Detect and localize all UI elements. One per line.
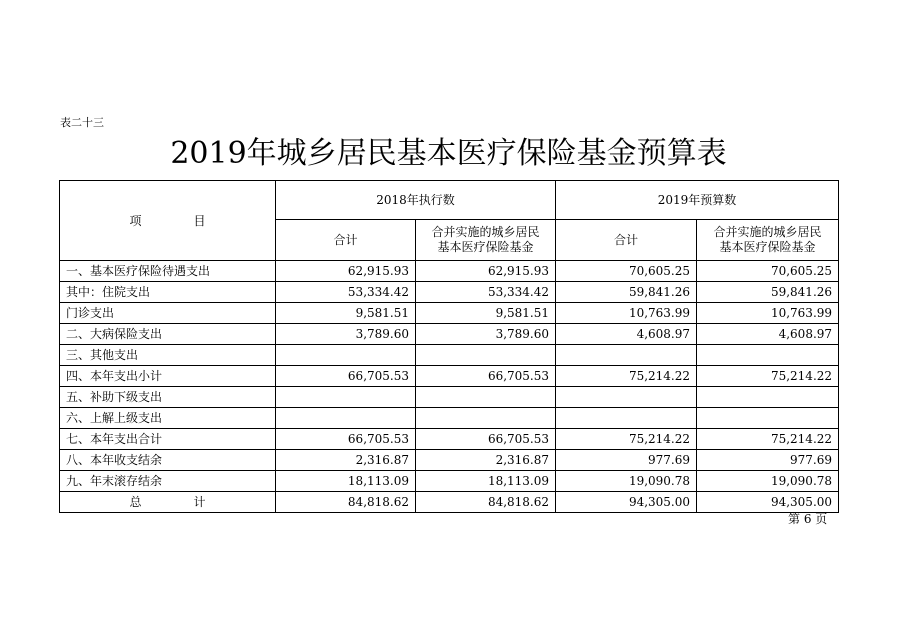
cell-2018-total <box>276 387 416 408</box>
table-row <box>60 303 839 324</box>
row-label: 五、补助下级支出 <box>60 387 276 408</box>
group-header-2019: 2019年预算数 <box>556 181 839 220</box>
row-label: 其中：住院支出 <box>60 282 276 303</box>
cell-2018-total: 66,705.53 <box>276 429 416 450</box>
col-header-2018-total: 合计 <box>276 220 416 261</box>
item-column-header <box>60 181 276 261</box>
row-label: 七、本年支出合计 <box>60 429 276 450</box>
cell-2019-total: 4,608.97 <box>556 324 697 345</box>
col-header-2019-total: 合计 <box>556 220 697 261</box>
col-header-2019-merged <box>697 220 839 261</box>
cell-2018-merged <box>416 408 556 429</box>
cell-2018-total: 53,334.42 <box>276 282 416 303</box>
total-row <box>60 492 839 513</box>
table-row <box>60 324 839 345</box>
cell-2018-merged <box>416 387 556 408</box>
cell-2018-total: 3,789.60 <box>276 324 416 345</box>
cell-2018-merged: 18,113.09 <box>416 471 556 492</box>
table-row <box>60 261 839 282</box>
table-row <box>60 450 839 471</box>
cell-2019-merged: 75,214.22 <box>697 429 839 450</box>
row-label: 六、上解上级支出 <box>60 408 276 429</box>
row-label: 门诊支出 <box>60 303 276 324</box>
cell-2019-merged <box>697 387 839 408</box>
cell-2018-total: 66,705.53 <box>276 366 416 387</box>
col-header-merged-line2: 基本医疗保险基金 <box>719 240 816 254</box>
cell-2018-merged: 66,705.53 <box>416 366 556 387</box>
total-2019-total: 94,305.00 <box>556 492 697 513</box>
cell-2018-total <box>276 408 416 429</box>
row-label: 四、本年支出小计 <box>60 366 276 387</box>
cell-2019-merged: 19,090.78 <box>697 471 839 492</box>
page-number: 第 6 页 <box>788 512 828 526</box>
table-row <box>60 345 839 366</box>
item-header-char-b: 目 <box>193 213 206 228</box>
cell-2019-merged: 977.69 <box>697 450 839 471</box>
total-2018-total: 84,818.62 <box>276 492 416 513</box>
cell-2019-total: 977.69 <box>556 450 697 471</box>
cell-2019-total: 59,841.26 <box>556 282 697 303</box>
cell-2018-total <box>276 345 416 366</box>
cell-2018-merged: 62,915.93 <box>416 261 556 282</box>
row-label: 一、基本医疗保险待遇支出 <box>60 261 276 282</box>
page-title: 2019年城乡居民基本医疗保险基金预算表 <box>170 136 727 171</box>
cell-2018-merged: 66,705.53 <box>416 429 556 450</box>
table-row <box>60 408 839 429</box>
col-header-merged-line1: 合并实施的城乡居民 <box>713 225 822 239</box>
table-row <box>60 471 839 492</box>
table-row <box>60 366 839 387</box>
budget-table <box>59 180 839 513</box>
table-row <box>60 282 839 303</box>
cell-2019-total: 75,214.22 <box>556 429 697 450</box>
cell-2019-merged <box>697 408 839 429</box>
row-label: 二、大病保险支出 <box>60 324 276 345</box>
table-row <box>60 429 839 450</box>
total-2019-merged: 94,305.00 <box>697 492 839 513</box>
cell-2019-total: 70,605.25 <box>556 261 697 282</box>
cell-2019-merged: 10,763.99 <box>697 303 839 324</box>
col-header-merged-line2: 基本医疗保险基金 <box>437 240 534 254</box>
cell-2019-merged <box>697 345 839 366</box>
table-number: 表二十三 <box>60 116 104 129</box>
total-label-char-b: 计 <box>193 495 206 509</box>
cell-2019-merged: 70,605.25 <box>697 261 839 282</box>
cell-2018-total: 62,915.93 <box>276 261 416 282</box>
row-label: 八、本年收支结余 <box>60 450 276 471</box>
cell-2018-merged <box>416 345 556 366</box>
cell-2019-total: 75,214.22 <box>556 366 697 387</box>
row-label: 九、年末滚存结余 <box>60 471 276 492</box>
group-header-2018: 2018年执行数 <box>276 181 556 220</box>
total-label <box>60 492 276 513</box>
cell-2018-total: 18,113.09 <box>276 471 416 492</box>
cell-2019-merged: 59,841.26 <box>697 282 839 303</box>
col-header-2018-merged <box>416 220 556 261</box>
col-header-merged-line1: 合并实施的城乡居民 <box>431 225 540 239</box>
cell-2018-total: 2,316.87 <box>276 450 416 471</box>
cell-2019-total <box>556 345 697 366</box>
cell-2018-merged: 3,789.60 <box>416 324 556 345</box>
cell-2018-merged: 53,334.42 <box>416 282 556 303</box>
cell-2019-merged: 4,608.97 <box>697 324 839 345</box>
header-row-groups <box>60 181 839 220</box>
row-label: 三、其他支出 <box>60 345 276 366</box>
table-row <box>60 387 839 408</box>
cell-2018-total: 9,581.51 <box>276 303 416 324</box>
cell-2018-merged: 9,581.51 <box>416 303 556 324</box>
cell-2019-total <box>556 408 697 429</box>
cell-2018-merged: 2,316.87 <box>416 450 556 471</box>
cell-2019-total: 19,090.78 <box>556 471 697 492</box>
total-2018-merged: 84,818.62 <box>416 492 556 513</box>
cell-2019-merged: 75,214.22 <box>697 366 839 387</box>
cell-2019-total: 10,763.99 <box>556 303 697 324</box>
cell-2019-total <box>556 387 697 408</box>
total-label-char-a: 总 <box>129 495 142 509</box>
item-header-char-a: 项 <box>129 213 142 228</box>
